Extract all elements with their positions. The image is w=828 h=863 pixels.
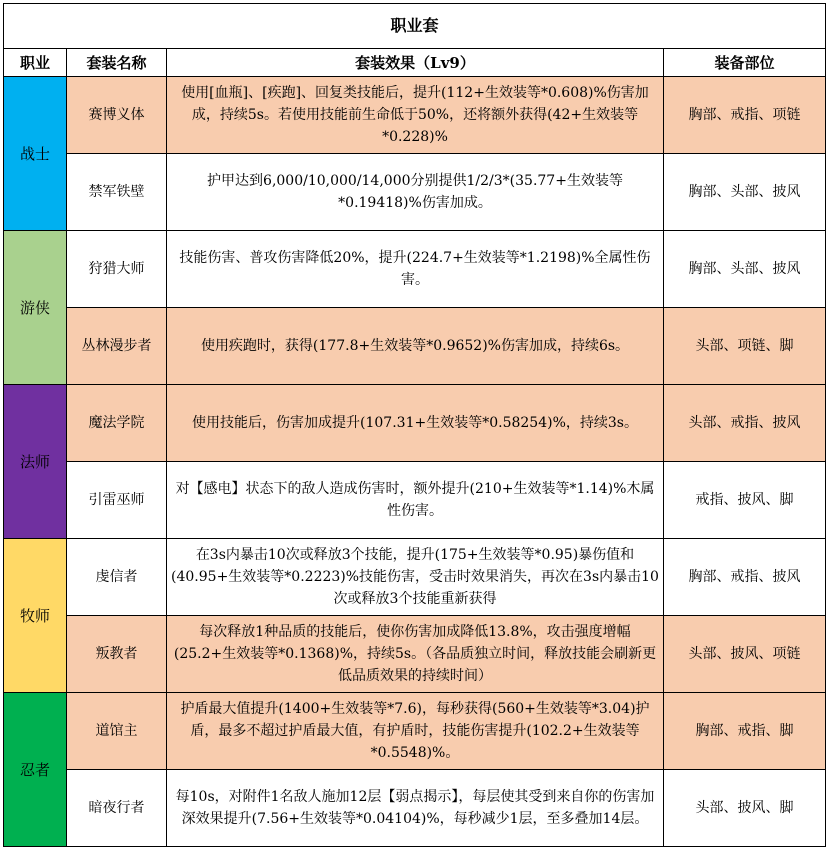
class-priest: 牧师: [4, 539, 67, 693]
class-set-sheet: [3, 3, 825, 860]
set-slots-imperial-wall: 胸部、头部、披风: [664, 154, 826, 231]
header-set-name: 套装名称: [67, 49, 167, 77]
set-name-magic-academy: 魔法学院: [67, 385, 167, 462]
set-effect-magic-academy: 使用技能后，伤害加成提升(107.31+生效装等*0.58254)%，持续3s。: [167, 385, 664, 462]
set-slots-jungle-walker: 头部、项链、脚: [664, 308, 826, 385]
class-warrior: 战士: [4, 77, 67, 231]
set-name-thunder-wizard: 引雷巫师: [67, 462, 167, 539]
set-name-jungle-walker: 丛林漫步者: [67, 308, 167, 385]
set-name-dojo-master: 道馆主: [67, 693, 167, 770]
header-class: 职业: [4, 49, 67, 77]
set-slots-thunder-wizard: 戒指、披风、脚: [664, 462, 826, 539]
class-set-table: [3, 3, 826, 847]
table-title: 职业套: [4, 4, 826, 49]
set-name-hunt-master: 狩猎大师: [67, 231, 167, 308]
set-slots-devotee: 胸部、戒指、披风: [664, 539, 826, 616]
set-slots-night-walker: 头部、披风、脚: [664, 770, 826, 847]
header-slots: 装备部位: [664, 49, 826, 77]
set-slots-hunt-master: 胸部、头部、披风: [664, 231, 826, 308]
set-name-cyber-implant: 赛博义体: [67, 77, 167, 154]
set-slots-magic-academy: 头部、戒指、披风: [664, 385, 826, 462]
set-name-devotee: 虔信者: [67, 539, 167, 616]
set-name-night-walker: 暗夜行者: [67, 770, 167, 847]
set-slots-apostate: 头部、披风、项链: [664, 616, 826, 693]
set-name-imperial-wall: 禁军铁壁: [67, 154, 167, 231]
set-effect-thunder-wizard: 对【感电】状态下的敌人造成伤害时，额外提升(210+生效装等*1.14)%木属性伤害。: [167, 462, 664, 539]
header-effect: 套装效果（Lv9）: [167, 49, 664, 77]
set-name-apostate: 叛教者: [67, 616, 167, 693]
set-effect-devotee: 在3s内暴击10次或释放3个技能，提升(175+生效装等*0.95)暴伤值和(40.95+生效装等*0.2223)%技能伤害，受击时效果消失，再次在3s内暴击10次或释放3个技能重新获得: [167, 539, 664, 616]
set-effect-night-walker: 每10s，对附件1名敌人施加12层【弱点揭示】，每层使其受到来自你的伤害加深效果提升(7.56+生效装等*0.04104)%，每秒减少1层，至多叠加14层。: [167, 770, 664, 847]
class-mage: 法师: [4, 385, 67, 539]
set-effect-cyber-implant: 使用[血瓶]、[疾跑]、回复类技能后，提升(112+生效装等*0.608)%伤害加成，持续5s。若使用技能前生命低于50%，还将额外获得(42+生效装等*0.228)%: [167, 77, 664, 154]
class-ranger: 游侠: [4, 231, 67, 385]
set-effect-jungle-walker: 使用疾跑时，获得(177.8+生效装等*0.9652)%伤害加成，持续6s。: [167, 308, 664, 385]
set-effect-apostate: 每次释放1种品质的技能后，使你伤害加成降低13.8%，攻击强度增幅(25.2+生效装等*0.1368)%，持续5s。（各品质独立时间，释放技能会刷新更低品质效果的持续时间）: [167, 616, 664, 693]
set-slots-cyber-implant: 胸部、戒指、项链: [664, 77, 826, 154]
set-effect-dojo-master: 护盾最大值提升(1400+生效装等*7.6)，每秒获得(560+生效装等*3.04)护盾，最多不超过护盾最大值，有护盾时，技能伤害提升(102.2+生效装等*0.5548)%。: [167, 693, 664, 770]
class-ninja: 忍者: [4, 693, 67, 847]
set-effect-hunt-master: 技能伤害、普攻伤害降低20%，提升(224.7+生效装等*1.2198)%全属性伤害。: [167, 231, 664, 308]
set-slots-dojo-master: 胸部、戒指、脚: [664, 693, 826, 770]
set-effect-imperial-wall: 护甲达到6,000/10,000/14,000分别提供1/2/3*(35.77+生效装等*0.19418)%伤害加成。: [167, 154, 664, 231]
